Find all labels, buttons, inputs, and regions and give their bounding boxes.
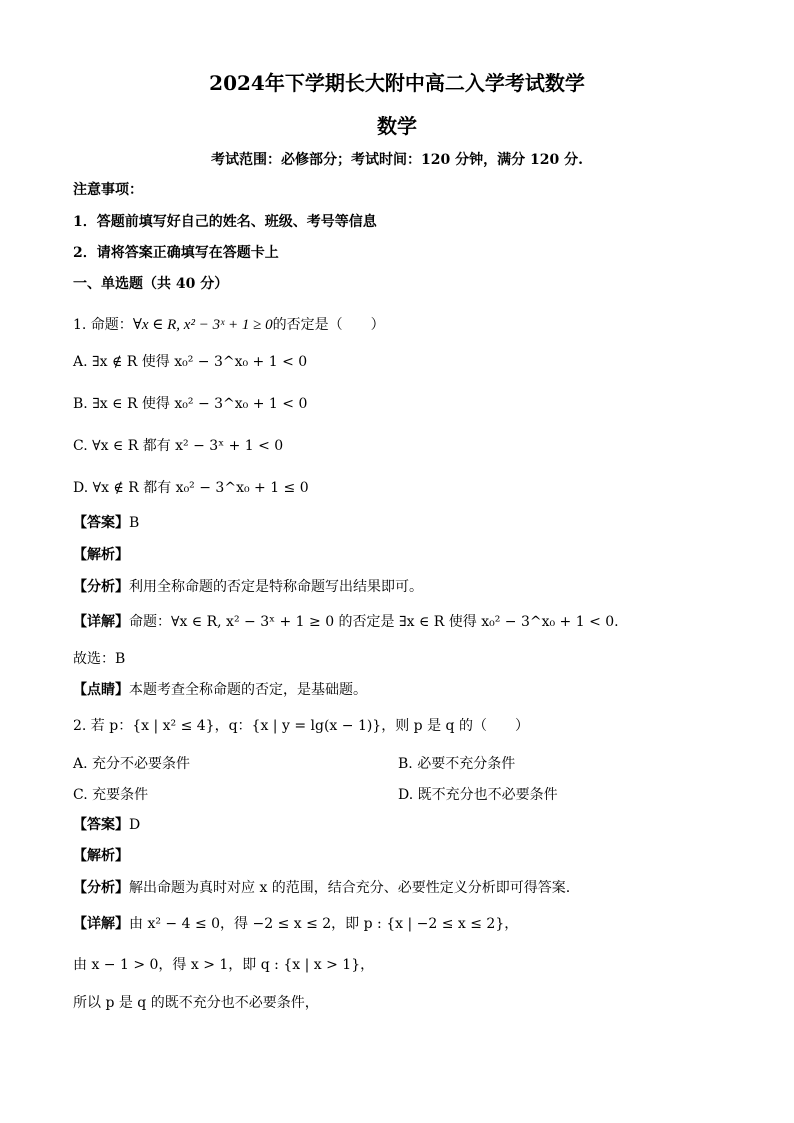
q1-stem-suffix: 的否定是（ ） — [272, 317, 385, 333]
fenxi-text: 利用全称命题的否定是特称命题写出结果即可。 — [129, 579, 423, 595]
notes-heading: 注意事项： — [73, 182, 143, 198]
answer-tag: 【答案】 — [73, 515, 129, 531]
fenxi-tag: 【分析】 — [73, 579, 129, 595]
q1-option-d: D. ∀x ∉ R 都有 x₀² − 3^x₀ + 1 ≤ 0 — [73, 480, 309, 496]
xiangjie-text: 命题：∀x ∈ R, x² − 3ˣ + 1 ≥ 0 的否定是 ∃x ∈ R 使得 x₀² − 3^x₀ + 1 < 0. — [129, 614, 619, 630]
answer-value: B — [129, 515, 140, 531]
q1-xiangjie — [73, 612, 619, 632]
answer-tag: 【答案】 — [73, 817, 129, 833]
q1-fenxi — [73, 577, 423, 597]
fenxi-text: 解出命题为真时对应 x 的范围，结合充分、必要性定义分析即可得答案. — [129, 880, 571, 896]
q2-option-c: C. 充要条件 — [73, 787, 149, 803]
q2-stem: 2. 若 p：{x | x² ≤ 4}，q：{x | y = lg(x − 1)}，则 p 是 q 的（ ） — [73, 718, 529, 734]
q1-option-b: B. ∃x ∈ R 使得 x₀² − 3^x₀ + 1 < 0 — [73, 396, 308, 412]
q1-dianjing — [73, 680, 367, 700]
notes-item-1: 1．答题前填写好自己的姓名、班级、考号等信息 — [73, 214, 377, 230]
dianjing-tag: 【点睛】 — [73, 682, 129, 698]
q2-xiangjie — [73, 914, 518, 934]
answer-value: D — [129, 817, 141, 833]
q1-choice: 故选：B — [73, 651, 126, 667]
xiangjie-tag: 【详解】 — [73, 614, 129, 630]
q1-stem — [73, 315, 385, 335]
xiangjie-tag: 【详解】 — [73, 916, 129, 932]
q2-step-3: 所以 p 是 q 的既不充分也不必要条件， — [73, 995, 319, 1011]
q1-stem-math: ∀x ∈ R, x² − 3ˣ + 1 ≥ 0 — [132, 317, 273, 333]
fenxi-tag: 【分析】 — [73, 880, 129, 896]
subject-heading: 数学 — [377, 114, 417, 138]
xiangjie-text: 由 x² − 4 ≤ 0，得 −2 ≤ x ≤ 2，即 p : {x | −2 ≤ x ≤ 2}， — [129, 916, 519, 932]
q1-option-c: C. ∀x ∈ R 都有 x² − 3ˣ + 1 < 0 — [73, 438, 284, 454]
exam-title: 2024年下学期长大附中高二入学考试数学 — [209, 71, 585, 95]
dianjing-text: 本题考查全称命题的否定，是基础题。 — [129, 682, 367, 698]
notes-item-2: 2．请将答案正确填写在答题卡上 — [73, 245, 279, 261]
q1-analysis-tag: 【解析】 — [73, 547, 129, 563]
q2-analysis-tag: 【解析】 — [73, 848, 129, 864]
q1-option-a: A. ∃x ∉ R 使得 x₀² − 3^x₀ + 1 < 0 — [73, 354, 308, 370]
q2-option-b: B. 必要不充分条件 — [398, 756, 516, 772]
q1-answer — [73, 513, 139, 533]
section-heading: 一、单选题（共 40 分） — [73, 276, 229, 292]
q2-option-d: D. 既不充分也不必要条件 — [398, 787, 558, 803]
exam-info: 考试范围：必修部分；考试时间：120 分钟，满分 120 分. — [211, 152, 583, 168]
q2-option-a: A. 充分不必要条件 — [73, 756, 191, 772]
q2-fenxi — [73, 878, 570, 898]
q2-answer — [73, 815, 140, 835]
q1-stem-prefix: 1. 命题： — [73, 317, 133, 333]
q2-step-2: 由 x − 1 > 0，得 x > 1，即 q : {x | x > 1}， — [73, 957, 375, 973]
